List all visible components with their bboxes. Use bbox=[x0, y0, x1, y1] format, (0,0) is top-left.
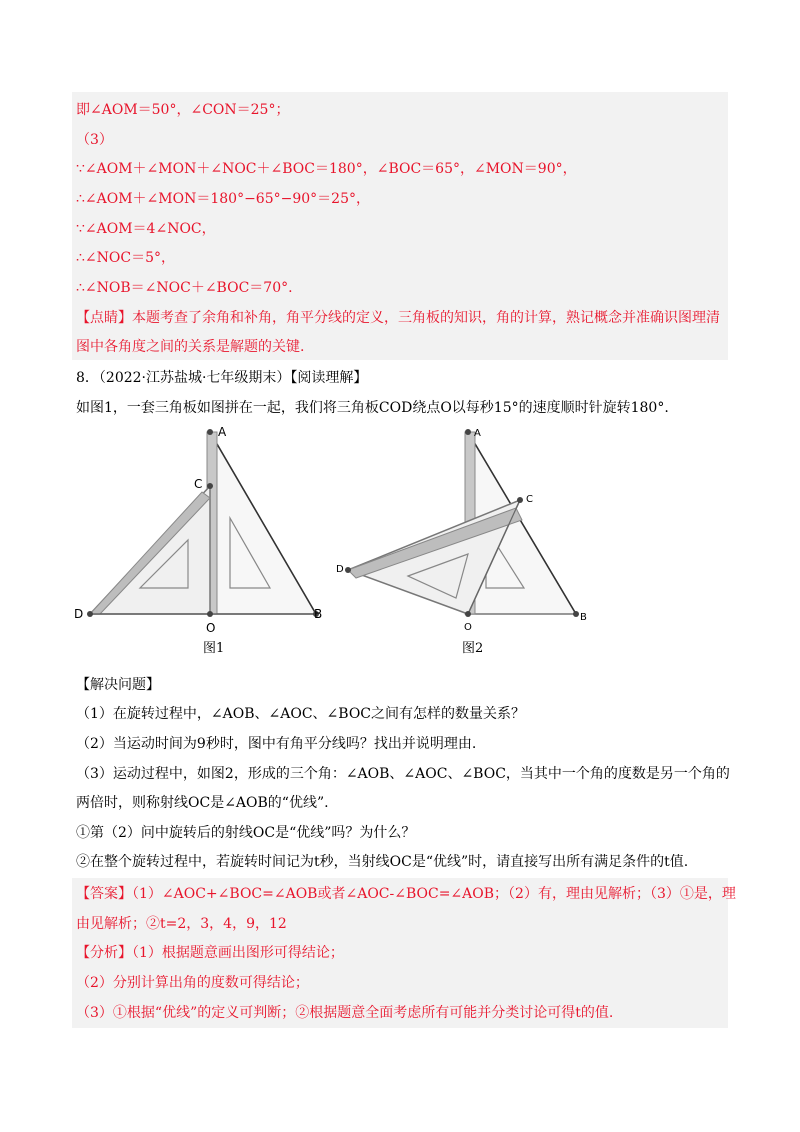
problem-header: 8．（2022·江苏盐城·七年级期末）【阅读理解】 bbox=[76, 370, 368, 386]
fig1-point-d bbox=[87, 611, 93, 617]
analysis-tag: 【分析】 bbox=[76, 945, 132, 961]
fig2-point-d bbox=[345, 567, 351, 573]
fig1-point-c bbox=[207, 483, 213, 489]
solution-line-2: （3） bbox=[76, 132, 113, 148]
solution-line-6: ∴∠NOC＝5°， bbox=[76, 250, 175, 266]
fig1-label-b: B bbox=[314, 607, 323, 621]
question-3-b: ②在整个旋转过程中，若旋转时间记为t秒，当射线OC是“优线”时，请直接写出所有满足条件的t值. bbox=[76, 854, 689, 870]
question-3-line-1: （3）运动过程中，如图2，形成的三个角：∠AOB、∠AOC、∠BOC，当其中一个角的度数是另一个角的 bbox=[76, 766, 730, 782]
fig1-point-a bbox=[207, 429, 213, 435]
analysis-line-1 bbox=[76, 943, 344, 963]
fig2-label-a: A bbox=[474, 428, 481, 439]
solution-line-5: ∵∠AOM＝4∠NOC， bbox=[76, 221, 216, 237]
fig2-point-a bbox=[465, 429, 471, 435]
solution-line-7: ∴∠NOB＝∠NOC＋∠BOC＝70°. bbox=[76, 280, 293, 296]
analysis-line-3: （3）①根据“优线”的定义可判断；②根据题意全面考虑所有可能并分类讨论可得t的值. bbox=[76, 1005, 614, 1021]
analysis-text-1: （1）根据题意画出图形可得结论； bbox=[132, 945, 344, 961]
figure-1 bbox=[70, 418, 340, 638]
fig2-caption: 图2 bbox=[462, 641, 484, 656]
question-2: （2）当运动时间为9秒时，图中有角平分线吗？找出并说明理由. bbox=[76, 736, 477, 752]
fig2-point-c bbox=[517, 497, 523, 503]
solution-line-4: ∴∠AOM＋∠MON＝180°−65°−90°＝25°， bbox=[76, 191, 370, 207]
answer-tag: 【答案】 bbox=[76, 886, 132, 902]
analysis-line-2: （2）分别计算出角的度数可得结论； bbox=[76, 975, 309, 991]
problem-intro: 如图1，一套三角板如图拼在一起，我们将三角板COD绕点O以每秒15°的速度顺时针旋转180°. bbox=[76, 400, 669, 416]
figure-2 bbox=[336, 418, 596, 638]
fig1-point-o bbox=[207, 611, 213, 617]
fig1-caption: 图1 bbox=[203, 641, 225, 656]
solution-line-3: ∵∠AOM＋∠MON＋∠NOC＋∠BOC＝180°，∠BOC＝65°，∠MON＝90°， bbox=[76, 161, 577, 177]
fig2-label-d: D bbox=[336, 564, 344, 575]
answer-line-2: 由见解析；②t=2，3，4，9，12 bbox=[76, 916, 287, 932]
fig2-label-c: C bbox=[526, 494, 533, 505]
comment-line-2: 图中各角度之间的关系是解题的关键. bbox=[76, 339, 305, 355]
answer-text-1: （1）∠AOC+∠BOC=∠AOB或者∠AOC-∠BOC=∠AOB；（2）有，理由见解析；（3）①是，理 bbox=[132, 886, 736, 902]
fig2-point-o bbox=[465, 611, 471, 617]
fig2-label-o: O bbox=[464, 622, 472, 633]
fig2-label-b: B bbox=[580, 612, 587, 623]
fig1-label-o: O bbox=[206, 621, 216, 635]
question-1: （1）在旋转过程中，∠AOB、∠AOC、∠BOC之间有怎样的数量关系？ bbox=[76, 706, 526, 722]
fig1-label-a: A bbox=[218, 425, 227, 439]
fig1-label-c: C bbox=[194, 477, 203, 491]
question-3-line-2: 两倍时，则称射线OC是∠AOB的“优线”. bbox=[76, 795, 329, 811]
comment-line-1 bbox=[76, 308, 720, 328]
answer-line-1 bbox=[76, 884, 736, 904]
comment-tag: 【点睛】 bbox=[76, 310, 132, 326]
solution-line-1: 即∠AOM＝50°，∠CON＝25°； bbox=[76, 102, 290, 118]
fig2-point-b bbox=[573, 611, 579, 617]
comment-text-1: 本题考查了余角和补角，角平分线的定义，三角板的知识，角的计算，熟记概念并准确识图理清 bbox=[132, 310, 720, 326]
solve-header: 【解决问题】 bbox=[76, 677, 160, 693]
question-3-a: ①第（2）问中旋转后的射线OC是“优线”吗？为什么？ bbox=[76, 825, 416, 841]
fig1-label-d: D bbox=[74, 607, 84, 621]
